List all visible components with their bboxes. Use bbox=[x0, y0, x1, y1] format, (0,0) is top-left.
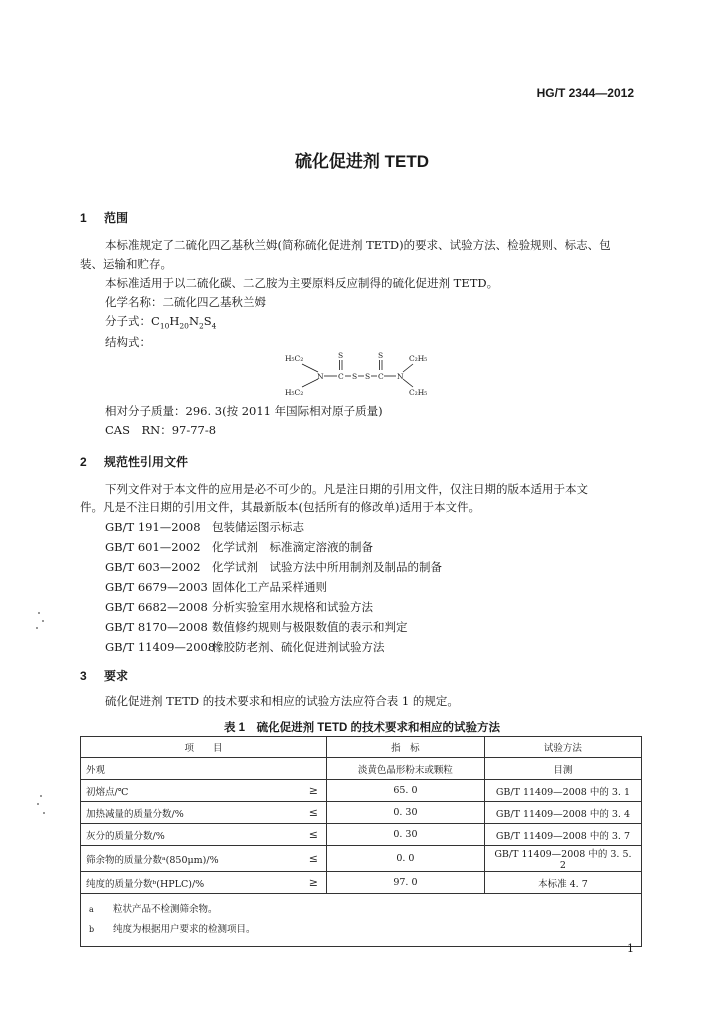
scan-speck bbox=[42, 620, 44, 622]
reference-item bbox=[105, 619, 408, 635]
reference-title: 化学试剂 标准滴定溶液的制备 bbox=[212, 540, 373, 554]
reference-code: GB/T 603—2002 bbox=[105, 560, 201, 574]
formula-n: N bbox=[188, 314, 199, 328]
thione-sulfur-right: S bbox=[378, 351, 384, 360]
carbon-right: C bbox=[378, 372, 384, 381]
normative-paragraph-line-1: 下列文件对于本文件的应用是必不可少的。凡是注日期的引用文件，仅注日期的版本适用于本文 bbox=[105, 482, 588, 496]
table-caption: 表 1 硫化促进剂 TETD 的技术要求和相应的试验方法 bbox=[223, 722, 500, 734]
note-text: 粒状产品不检测筛余物。 bbox=[113, 904, 218, 915]
row-symbol: ≤ bbox=[299, 846, 326, 872]
reference-code: GB/T 8170—2008 bbox=[105, 620, 208, 634]
row-symbol: ≤ bbox=[299, 802, 326, 824]
header-method: 试验方法 bbox=[484, 737, 641, 758]
reference-code: GB/T 6682—2008 bbox=[105, 600, 208, 614]
scope-paragraph-2: 本标准适用于以二硫化碳、二乙胺为主要原料反应制得的硫化促进剂 TETD。 bbox=[105, 276, 499, 290]
nitrogen-right: N bbox=[397, 372, 404, 381]
row-item: 灰分的质量分数/% bbox=[81, 824, 300, 846]
row-value: 淡黄色晶形粉末或颗粒 bbox=[326, 758, 484, 780]
table-row bbox=[81, 758, 642, 780]
header-indicator: 指 标 bbox=[326, 737, 484, 758]
reference-item bbox=[105, 599, 373, 615]
reference-title: 橡胶防老剂、硫化促进剂试验方法 bbox=[212, 640, 385, 654]
chemical-name: 化学名称：二硫化四乙基秋兰姆 bbox=[105, 295, 266, 309]
row-method: GB/T 11409—2008 中的 3. 4 bbox=[484, 802, 641, 824]
formula-c: C bbox=[151, 314, 160, 328]
formula-h-count: 20 bbox=[179, 321, 189, 331]
table-row bbox=[81, 780, 642, 802]
row-item: 纯度的质量分数ᵇ(HPLC)/% bbox=[81, 872, 300, 894]
row-value: 0. 0 bbox=[326, 846, 484, 872]
formula-c-count: 10 bbox=[159, 321, 170, 331]
row-method: GB/T 11409—2008 中的 3. 5. 2 bbox=[484, 846, 641, 872]
row-symbol: ≥ bbox=[299, 780, 326, 802]
reference-item bbox=[105, 559, 442, 575]
reference-item bbox=[105, 539, 373, 555]
normative-paragraph-line-2: 件。凡是不注日期的引用文件，其最新版本(包括所有的修改单)适用于本文件。 bbox=[80, 500, 480, 514]
reference-code: GB/T 601—2002 bbox=[105, 540, 201, 554]
table-note bbox=[89, 900, 633, 920]
reference-item bbox=[105, 639, 385, 655]
ethyl-bottom-left: H₅C₂ bbox=[285, 388, 304, 397]
row-method: 本标准 4. 7 bbox=[484, 872, 641, 894]
table-notes-row bbox=[81, 894, 642, 947]
molecular-formula bbox=[105, 313, 216, 330]
row-value: 97. 0 bbox=[326, 872, 484, 894]
cas-number: CAS RN：97-77-8 bbox=[105, 423, 217, 437]
row-value: 0. 30 bbox=[326, 802, 484, 824]
section-2-heading bbox=[80, 453, 188, 470]
ethyl-bottom-right: C₂H₅ bbox=[409, 388, 428, 397]
section-2-title: 规范性引用文件 bbox=[104, 455, 189, 469]
reference-title: 数值修约规则与极限数值的表示和判定 bbox=[212, 620, 408, 634]
table-row bbox=[81, 802, 642, 824]
table-row bbox=[81, 846, 642, 872]
table-row bbox=[81, 872, 642, 894]
row-value: 65. 0 bbox=[326, 780, 484, 802]
formula-h: H bbox=[169, 314, 180, 328]
scan-speck bbox=[37, 803, 39, 805]
structural-formula-diagram bbox=[280, 350, 450, 402]
row-value: 0. 30 bbox=[326, 824, 484, 846]
ethyl-top-right: C₂H₅ bbox=[409, 354, 428, 363]
section-3-number: 3 bbox=[80, 669, 87, 683]
row-item: 加热减量的质量分数/% bbox=[81, 802, 300, 824]
relative-molecular-mass: 相对分子质量：296. 3(按 2011 年国际相对原子质量) bbox=[105, 404, 383, 418]
formula-s: S bbox=[203, 314, 212, 328]
chain-sulfur-1: S bbox=[352, 372, 358, 381]
reference-title: 包装储运图示标志 bbox=[212, 520, 304, 534]
standard-number: HG/T 2344—2012 bbox=[536, 86, 634, 100]
scan-speck bbox=[43, 812, 45, 814]
section-3-heading bbox=[80, 667, 128, 684]
section-3-title: 要求 bbox=[104, 669, 129, 683]
section-1-title: 范围 bbox=[104, 211, 129, 225]
reference-title: 分析实验室用水规格和试验方法 bbox=[212, 600, 373, 614]
row-item: 筛余物的质量分数ᵃ(850μm)/% bbox=[81, 846, 300, 872]
thione-sulfur-left: S bbox=[338, 351, 344, 360]
scope-paragraph-line-1: 本标准规定了二硫化四乙基秋兰姆(简称硫化促进剂 TETD)的要求、试验方法、检验规则、标志、包 bbox=[105, 238, 611, 252]
header-item: 项 目 bbox=[81, 737, 327, 758]
row-symbol: ≤ bbox=[299, 824, 326, 846]
structure-label: 结构式： bbox=[105, 335, 151, 349]
row-method: GB/T 11409—2008 中的 3. 7 bbox=[484, 824, 641, 846]
formula-n-count: 2 bbox=[199, 321, 204, 331]
nitrogen-left: N bbox=[317, 372, 324, 381]
row-symbol: ≥ bbox=[299, 872, 326, 894]
row-item: 外观 bbox=[81, 758, 300, 780]
reference-code: GB/T 11409—2008 bbox=[105, 640, 216, 654]
note-marker: b bbox=[89, 925, 95, 934]
table-header-row bbox=[81, 737, 642, 758]
carbon-left: C bbox=[338, 372, 344, 381]
section-1-number: 1 bbox=[80, 211, 87, 225]
document-title: 硫化促进剂 TETD bbox=[294, 152, 430, 171]
scan-speck bbox=[40, 795, 42, 797]
scan-speck bbox=[38, 612, 40, 614]
table-note bbox=[89, 920, 633, 940]
table-row bbox=[81, 824, 642, 846]
reference-title: 化学试剂 试验方法中所用制剂及制品的制备 bbox=[212, 560, 442, 574]
page-number: 1 bbox=[627, 942, 634, 955]
reference-code: GB/T 6679—2003 bbox=[105, 580, 208, 594]
section-2-number: 2 bbox=[80, 455, 87, 469]
requirements-table bbox=[80, 736, 642, 947]
requirements-paragraph: 硫化促进剂 TETD 的技术要求和相应的试验方法应符合表 1 的规定。 bbox=[105, 694, 459, 708]
reference-code: GB/T 191—2008 bbox=[105, 520, 201, 534]
chain-sulfur-2: S bbox=[365, 372, 371, 381]
row-method: GB/T 11409—2008 中的 3. 1 bbox=[484, 780, 641, 802]
reference-title: 固体化工产品采样通则 bbox=[212, 580, 327, 594]
formula-label: 分子式： bbox=[105, 314, 151, 328]
note-text: 纯度为根据用户要求的检测项目。 bbox=[113, 924, 256, 935]
scope-paragraph-line-2: 装、运输和贮存。 bbox=[80, 257, 172, 271]
formula-s-count: 4 bbox=[211, 321, 217, 331]
section-1-heading bbox=[80, 209, 128, 226]
reference-item bbox=[105, 579, 327, 595]
note-marker: a bbox=[89, 905, 94, 914]
table-notes bbox=[81, 894, 642, 947]
reference-item bbox=[105, 519, 304, 535]
row-item: 初熔点/℃ bbox=[81, 780, 300, 802]
ethyl-top-left: H₅C₂ bbox=[285, 354, 304, 363]
row-symbol bbox=[299, 758, 326, 780]
row-method: 目测 bbox=[484, 758, 641, 780]
scan-speck bbox=[36, 627, 38, 629]
